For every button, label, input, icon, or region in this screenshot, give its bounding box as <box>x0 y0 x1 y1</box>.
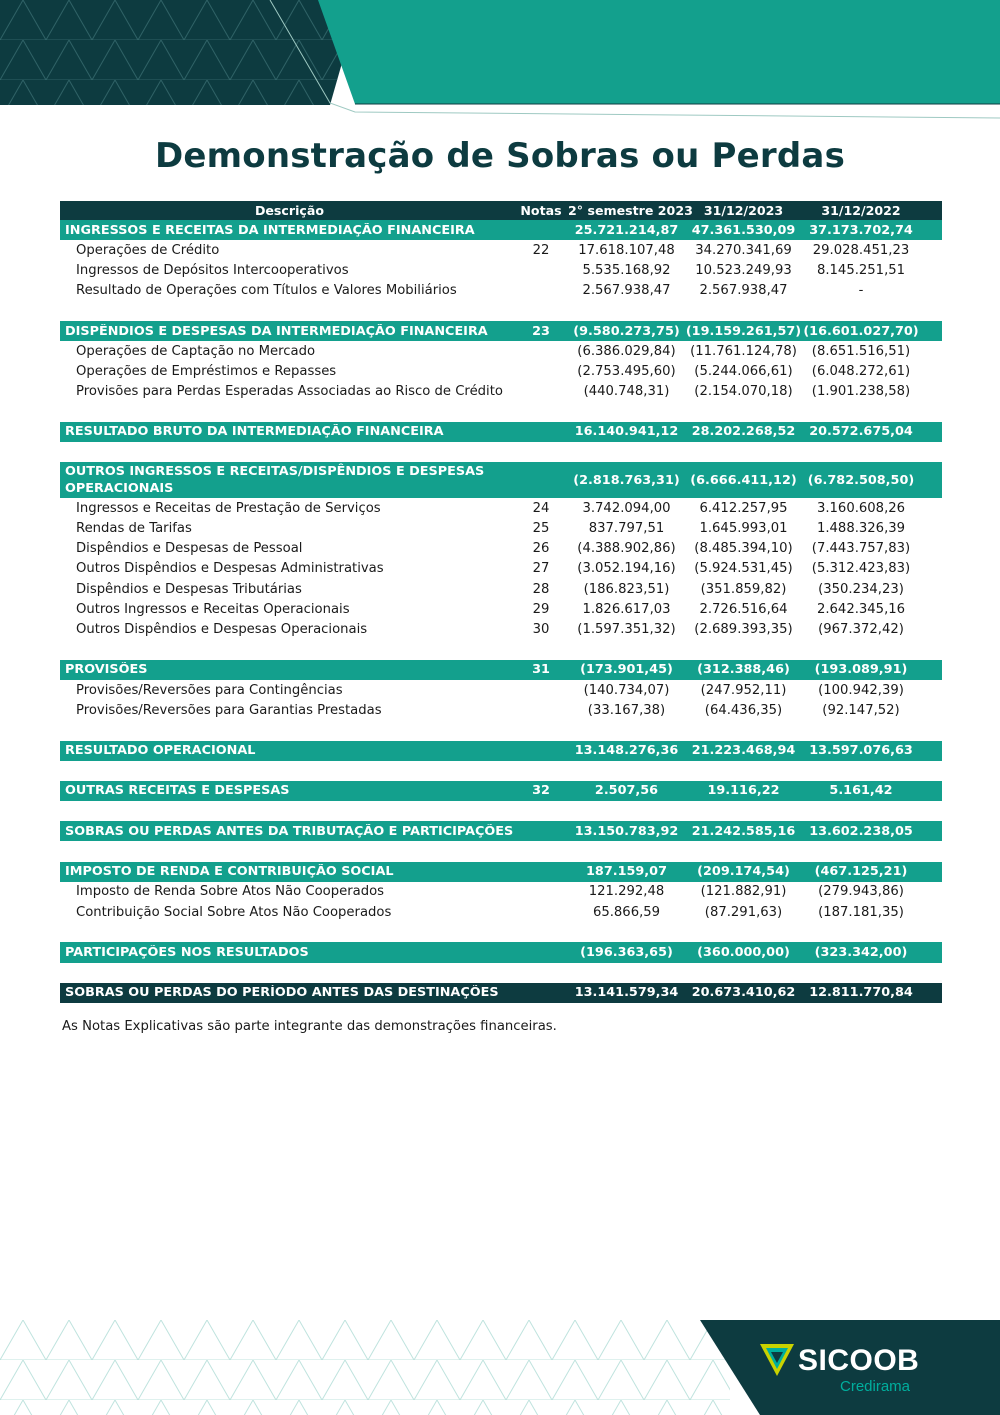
header-notas: Notas <box>520 203 562 218</box>
row-value-3: (1.901.238,58) <box>811 384 911 400</box>
row-value-3: (279.943,86) <box>818 884 904 900</box>
row-nota: 31 <box>532 662 550 678</box>
row-value-1: (2.753.495,60) <box>577 363 676 379</box>
sicoob-mark-icon <box>760 1344 794 1376</box>
row-value-1: (3.052.194,16) <box>577 561 676 577</box>
row-value-2: 19.116,22 <box>707 783 780 799</box>
row-value-3: (350.234,23) <box>818 581 904 597</box>
row-value-2: 21.242.585,16 <box>691 823 796 839</box>
row-label: RESULTADO BRUTO DA INTERMEDIAÇÃO FINANCEIRA <box>65 424 444 440</box>
row-value-1: 187.159,07 <box>586 864 667 880</box>
spacer <box>60 301 942 321</box>
row-value-1: (9.580.273,75) <box>573 323 680 339</box>
row-value-3: 2.642.345,16 <box>816 601 906 617</box>
row-value-2: 2.567.938,47 <box>699 283 788 299</box>
row-value-3: (100.942,39) <box>818 682 904 698</box>
item-row <box>60 341 942 361</box>
row-value-3: 20.572.675,04 <box>809 424 913 440</box>
row-label: DISPÊNDIOS E DESPESAS DA INTERMEDIAÇÃO FINANCEIRA <box>65 323 488 339</box>
row-value-1: 13.150.783,92 <box>574 823 679 839</box>
row-label: Ingressos e Receitas de Prestação de Serviços <box>76 500 381 516</box>
item-row <box>60 559 942 579</box>
row-value-3: 5.161,42 <box>829 783 893 799</box>
row-label: PROVISÕES <box>65 662 148 678</box>
row-value-1: (440.748,31) <box>583 384 670 400</box>
item-row <box>60 260 942 280</box>
row-value-1: (186.823,51) <box>583 581 670 597</box>
row-nota: 23 <box>532 323 550 339</box>
item-row <box>60 700 942 720</box>
spacer <box>60 442 942 462</box>
row-value-3: (8.651.516,51) <box>811 343 911 359</box>
item-row <box>60 498 942 518</box>
row-value-1: 16.140.941,12 <box>574 424 679 440</box>
row-value-2: 20.673.410,62 <box>691 985 796 1001</box>
item-row <box>60 619 942 639</box>
row-value-1: 17.618.107,48 <box>578 242 675 258</box>
total-row <box>60 983 942 1003</box>
row-value-2: 34.270.341,69 <box>695 242 792 258</box>
section-row <box>60 462 942 498</box>
row-value-2: (312.388,46) <box>697 662 790 678</box>
row-value-1: (6.386.029,84) <box>577 343 676 359</box>
row-value-1: (1.597.351,32) <box>577 621 676 637</box>
logo-wordmark: SICOOB <box>798 1344 920 1377</box>
item-row <box>60 882 942 902</box>
row-nota: 22 <box>532 242 550 258</box>
spacer <box>60 402 942 422</box>
income-statement-table <box>60 201 942 1003</box>
row-value-3: (16.601.027,70) <box>803 323 919 339</box>
row-value-2: (19.159.261,57) <box>685 323 802 339</box>
row-value-2: (64.436,35) <box>704 702 783 718</box>
row-value-1: (2.818.763,31) <box>573 472 680 488</box>
row-value-3: (6.048.272,61) <box>811 363 911 379</box>
row-value-2: (11.761.124,78) <box>690 343 797 359</box>
item-row <box>60 902 942 922</box>
row-value-3: (193.089,91) <box>814 662 908 678</box>
row-value-1: (140.734,07) <box>583 682 670 698</box>
header-decoration <box>0 0 1000 120</box>
row-value-2: (8.485.394,10) <box>694 541 793 557</box>
section-row <box>60 220 942 240</box>
row-value-2: 1.645.993,01 <box>699 521 788 537</box>
row-value-1: 65.866,59 <box>592 904 661 920</box>
sicoob-logo <box>760 1344 930 1394</box>
row-value-2: 2.726.516,64 <box>699 601 788 617</box>
item-row <box>60 599 942 619</box>
row-label: Imposto de Renda Sobre Atos Não Cooperados <box>76 884 385 900</box>
section-row <box>60 781 942 801</box>
row-label: INGRESSOS E RECEITAS DA INTERMEDIAÇÃO FINANCEIRA <box>65 222 475 238</box>
item-row <box>60 382 942 402</box>
logo-subtitle: Credirama <box>840 1378 911 1395</box>
section-row <box>60 942 942 962</box>
footnote: As Notas Explicativas são parte integrante das demonstrações financeiras. <box>62 1019 557 1034</box>
row-value-3: (5.312.423,83) <box>811 561 911 577</box>
row-nota: 26 <box>532 541 550 557</box>
row-value-1: 13.148.276,36 <box>574 743 679 759</box>
row-nota: 32 <box>532 783 550 799</box>
row-value-2: (2.689.393,35) <box>694 621 793 637</box>
item-row <box>60 539 942 559</box>
row-label: Dispêndios e Despesas de Pessoal <box>76 541 303 557</box>
row-value-1: (173.901,45) <box>580 662 673 678</box>
row-value-3: 3.160.608,26 <box>816 500 906 516</box>
spacer <box>60 963 942 983</box>
spacer <box>60 841 942 861</box>
header-descricao: Descrição <box>254 203 325 218</box>
row-value-1: (33.167,38) <box>587 702 666 718</box>
row-label: Operações de Empréstimos e Repasses <box>76 363 337 379</box>
page-title: Demonstração de Sobras ou Perdas <box>154 136 846 176</box>
spacer <box>60 761 942 781</box>
row-value-2: (87.291,63) <box>704 904 783 920</box>
row-label: OUTROS INGRESSOS E RECEITAS/DISPÊNDIOS E DESPESAS OPERACIONAIS <box>65 464 485 497</box>
item-row <box>60 281 942 301</box>
row-value-3: (187.181,35) <box>818 904 904 920</box>
row-value-2: 28.202.268,52 <box>691 424 796 440</box>
row-label: Outros Ingressos e Receitas Operacionais <box>76 601 350 617</box>
item-row <box>60 518 942 538</box>
row-label: Provisões/Reversões para Contingências <box>76 682 343 698</box>
header-col2: 31/12/2023 <box>703 203 784 218</box>
table-header-row <box>60 201 942 220</box>
header-col3: 31/12/2022 <box>821 203 901 218</box>
row-value-3: 1.488.326,39 <box>816 521 906 537</box>
row-label: IMPOSTO DE RENDA E CONTRIBUIÇÃO SOCIAL <box>65 864 394 880</box>
spacer <box>60 720 942 740</box>
row-label: Operações de Crédito <box>76 242 220 258</box>
row-value-3: (323.342,00) <box>814 944 908 960</box>
row-value-3: 37.173.702,74 <box>809 222 913 238</box>
row-nota: 30 <box>532 621 550 637</box>
row-value-3: (92.147,52) <box>822 702 900 718</box>
row-value-3: - <box>858 283 864 299</box>
row-nota: 28 <box>532 581 550 597</box>
row-value-2: 21.223.468,94 <box>691 743 796 759</box>
section-row <box>60 862 942 882</box>
item-row <box>60 680 942 700</box>
row-label: Resultado de Operações com Títulos e Valores Mobiliários <box>76 283 457 299</box>
header-pattern-graphic <box>0 0 1000 120</box>
spacer <box>60 801 942 821</box>
row-label: Outros Dispêndios e Despesas Administrativas <box>76 561 384 577</box>
row-value-2: (2.154.070,18) <box>694 384 793 400</box>
row-value-1: 13.141.579,34 <box>574 985 679 1001</box>
row-value-2: (351.859,82) <box>700 581 787 597</box>
item-row <box>60 240 942 260</box>
row-nota: 25 <box>532 521 550 537</box>
row-value-1: 121.292,48 <box>588 884 665 900</box>
row-label: Operações de Captação no Mercado <box>76 343 316 359</box>
row-label: Provisões para Perdas Esperadas Associadas ao Risco de Crédito <box>76 384 503 400</box>
row-label: Provisões/Reversões para Garantias Prestadas <box>76 702 382 718</box>
row-value-2: 10.523.249,93 <box>695 262 792 278</box>
row-value-2: (209.174,54) <box>697 864 790 880</box>
row-label: Outros Dispêndios e Despesas Operacionais <box>76 621 368 637</box>
row-value-2: (247.952,11) <box>700 682 787 698</box>
row-label: SOBRAS OU PERDAS DO PERÍODO ANTES DAS DESTINAÇÕES <box>65 985 499 1001</box>
row-value-2: (360.000,00) <box>697 944 790 960</box>
row-value-3: (7.443.757,83) <box>811 541 911 557</box>
row-value-3: 8.145.251,51 <box>816 262 906 278</box>
item-row <box>60 361 942 381</box>
row-value-1: 837.797,51 <box>588 521 665 537</box>
row-value-2: (5.244.066,61) <box>694 363 793 379</box>
row-value-2: (5.924.531,45) <box>694 561 793 577</box>
row-label: Dispêndios e Despesas Tributárias <box>76 581 302 597</box>
section-row <box>60 321 942 341</box>
row-nota: 24 <box>532 500 550 516</box>
row-value-2: 6.412.257,95 <box>699 500 788 516</box>
section-row <box>60 821 942 841</box>
spacer <box>60 640 942 660</box>
row-value-3: 13.597.076,63 <box>809 743 913 759</box>
row-value-1: (196.363,65) <box>580 944 673 960</box>
row-nota: 29 <box>532 601 550 617</box>
row-value-1: (4.388.902,86) <box>577 541 676 557</box>
section-row <box>60 660 942 680</box>
item-row <box>60 579 942 599</box>
row-label: RESULTADO OPERACIONAL <box>65 743 256 759</box>
row-value-1: 1.826.617,03 <box>582 601 671 617</box>
section-row <box>60 741 942 761</box>
row-value-2: (121.882,91) <box>700 884 787 900</box>
row-value-1: 2.567.938,47 <box>582 283 671 299</box>
row-value-3: 12.811.770,84 <box>809 985 913 1001</box>
row-value-1: 3.742.094,00 <box>582 500 671 516</box>
row-value-3: (467.125,21) <box>814 864 908 880</box>
row-label: Rendas de Tarifas <box>76 521 192 537</box>
row-label: OUTRAS RECEITAS E DESPESAS <box>65 783 290 799</box>
row-value-1: 5.535.168,92 <box>582 262 671 278</box>
section-row <box>60 422 942 442</box>
row-value-2: (6.666.411,12) <box>690 472 797 488</box>
row-value-3: (6.782.508,50) <box>807 472 915 488</box>
row-label: Contribuição Social Sobre Atos Não Cooperados <box>76 904 392 920</box>
row-value-3: (967.372,42) <box>818 621 904 637</box>
row-value-1: 25.721.214,87 <box>574 222 679 238</box>
row-value-3: 13.602.238,05 <box>809 823 913 839</box>
row-nota: 27 <box>532 561 550 577</box>
row-label: SOBRAS OU PERDAS ANTES DA TRIBUTAÇÃO E PARTICIPAÇÕES <box>65 823 514 839</box>
row-label: PARTICIPAÇÕES NOS RESULTADOS <box>65 944 309 960</box>
row-value-2: 47.361.530,09 <box>691 222 796 238</box>
row-value-3: 29.028.451,23 <box>812 242 910 258</box>
row-label: Ingressos de Depósitos Intercooperativos <box>76 262 349 278</box>
row-value-1: 2.507,56 <box>594 783 659 799</box>
spacer <box>60 922 942 942</box>
header-col1: 2° semestre 2023 <box>568 203 693 218</box>
